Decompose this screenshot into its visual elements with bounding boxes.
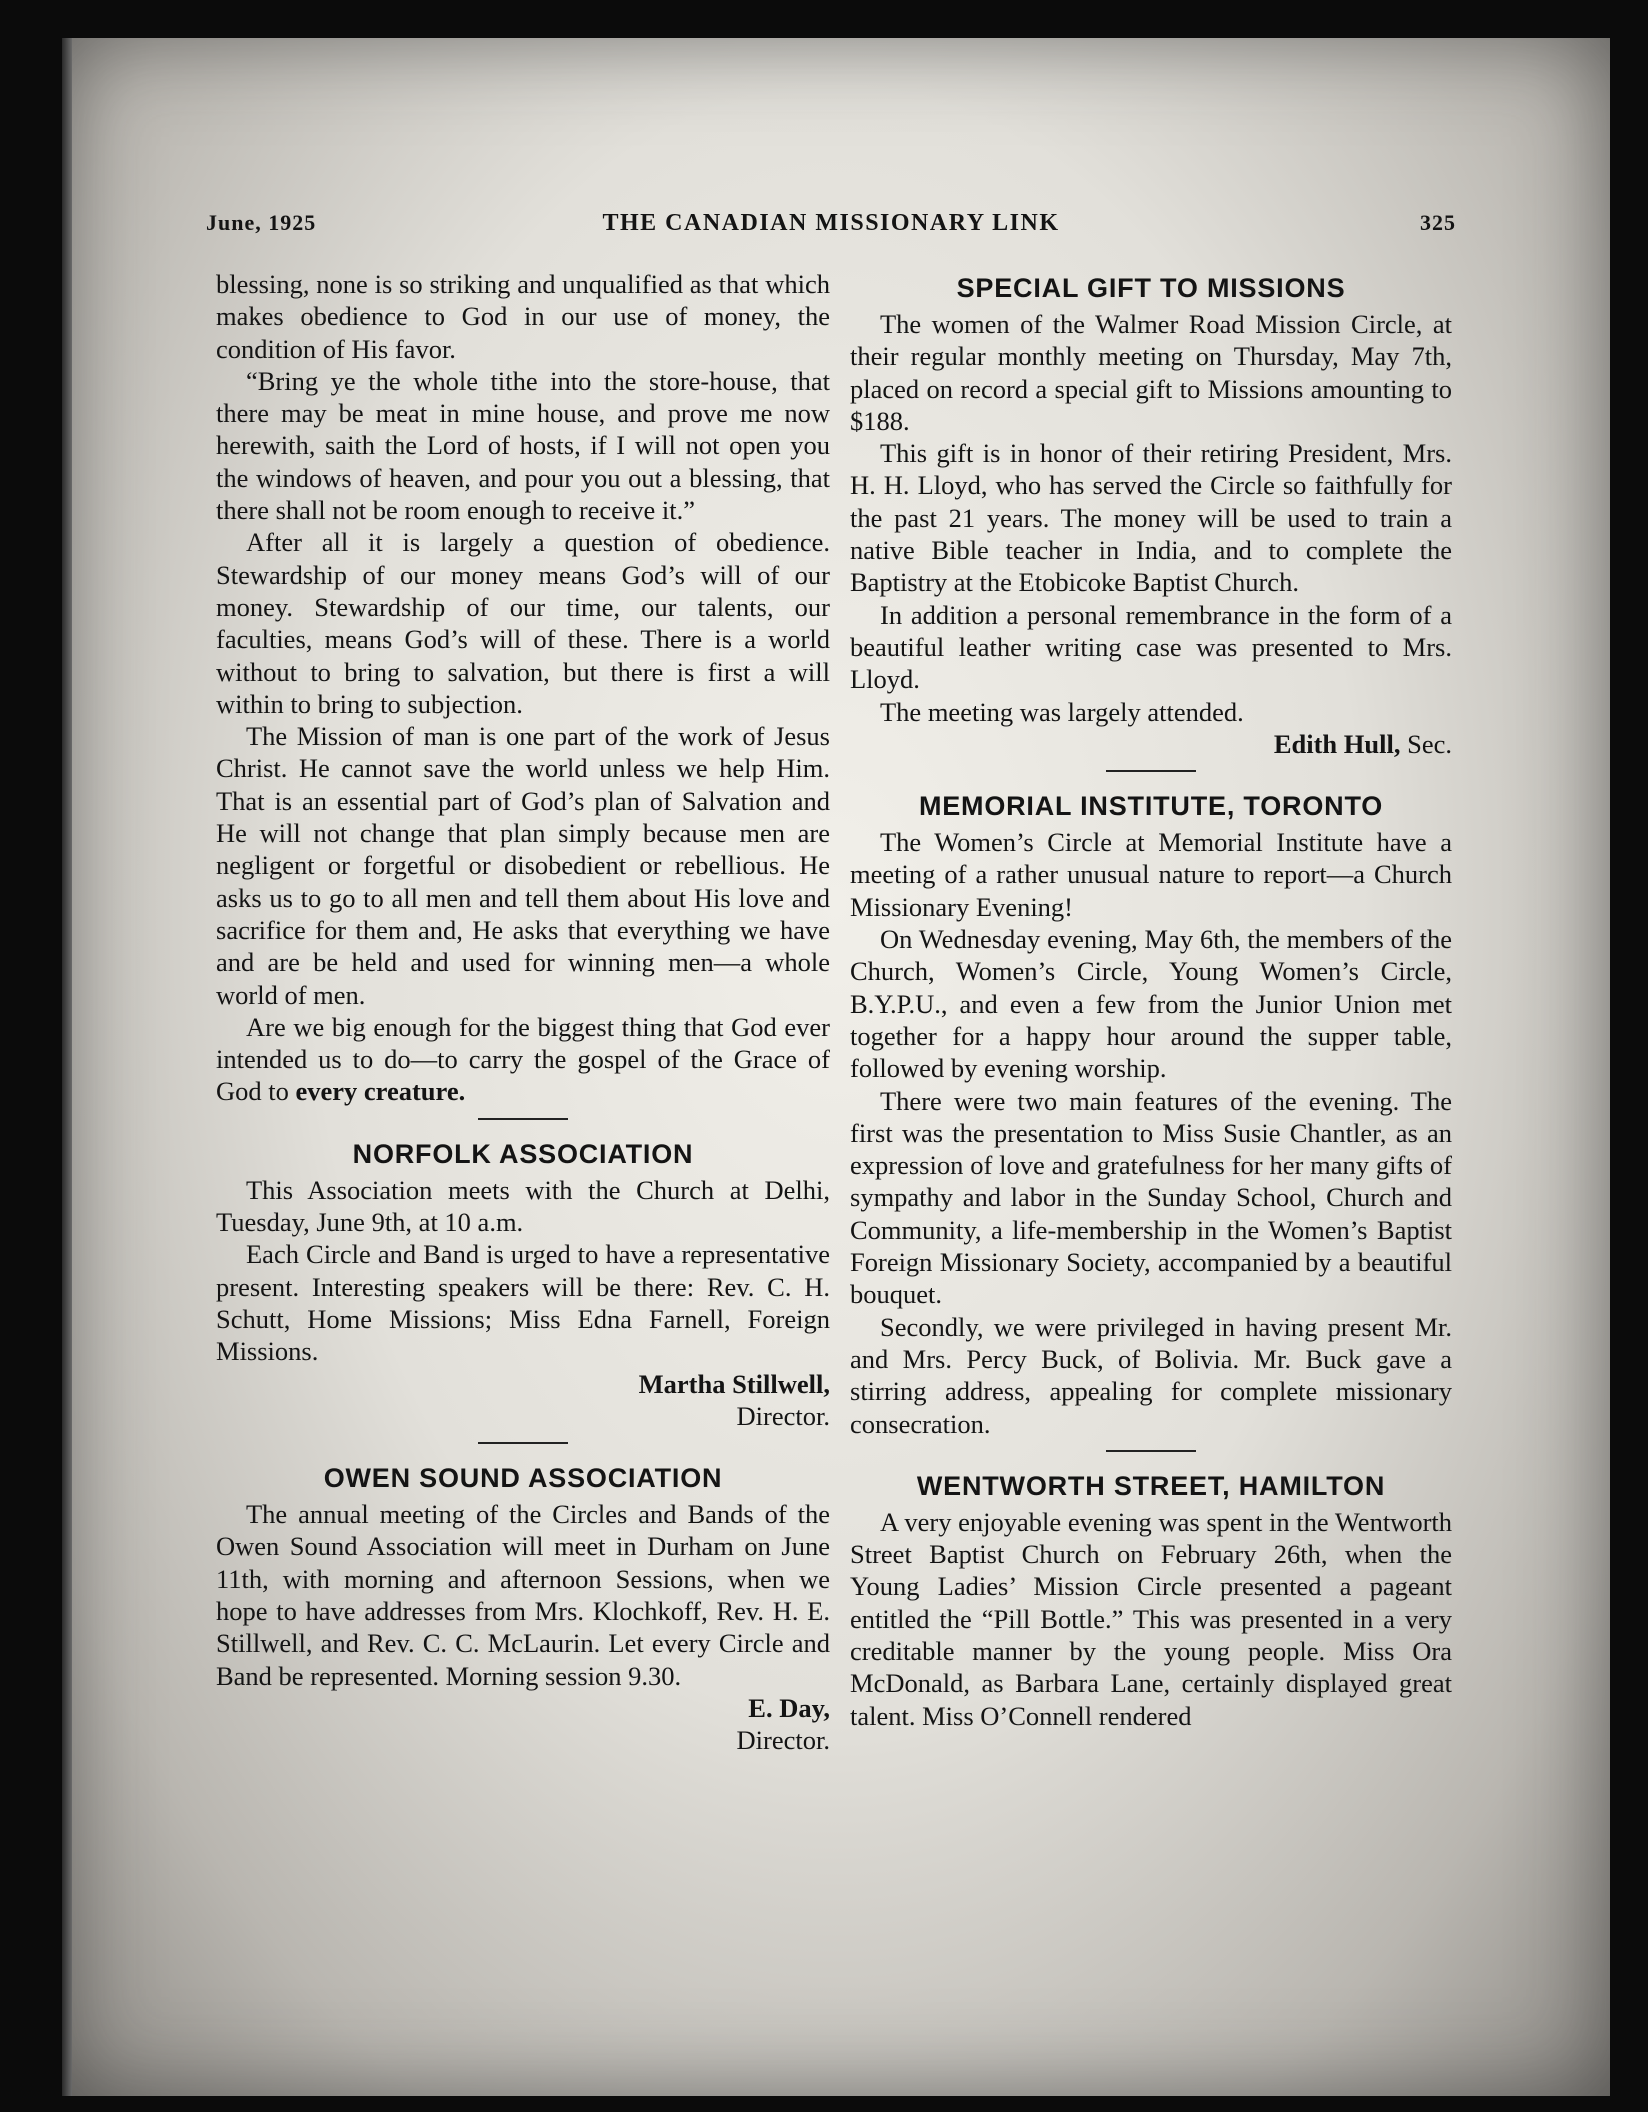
paragraph: blessing, none is so striking and unqualified as that which makes obedience to God in our use of money, the condition of His favor. [216, 269, 830, 364]
signature-role: Director. [736, 1400, 830, 1431]
emphasis-text: every creature. [295, 1076, 466, 1107]
section-divider [1106, 770, 1196, 772]
paragraph: The meeting was largely attended. [880, 696, 1244, 727]
section-heading: OWEN SOUND ASSOCIATION [323, 1463, 723, 1494]
paragraph: The annual meeting of the Circles and Bands of the Owen Sound Association will meet in Durham on June 11th, with morning and afternoon Sessions, when we hope to have addresses from Mrs. Klochkoff, Rev. H. E. Stillwell, and Rev. C. C. McLaurin. Let every Circle and Band be represented. Morning session 9.30. [216, 1499, 830, 1691]
paragraph: The Mission of man is one part of the work of Jesus Christ. He cannot save the world unless we help Him. That is an essential part of God’s plan of Salvation and He will not change that plan simply because men are negligent or forgetful or disobedient or rebellious. He asks us to go to all men and tell them about His love and sacrifice for them and, He asks that everything we have and are be held and used for winning men—a whole world of men. [216, 721, 830, 1010]
paragraph: After all it is largely a question of obedience. Stewardship of our money means God’s will of our money. Stewardship of our time, our talents, our faculties, means God’s will of these. There is a world without to bring to salvation, but there is first a will within to bring to subjection. [216, 527, 830, 719]
page-header [206, 210, 1456, 250]
paragraph: On Wednesday evening, May 6th, the members of the Church, Women’s Circle, Young Women’s Circle, B.Y.P.U., and even a few from the Junior Union met together for a happy hour around the supper table, followed by evening worship. [850, 924, 1452, 1084]
section-divider [1106, 1450, 1196, 1452]
paragraph: There were two main features of the evening. The first was the presentation to Miss Susie Chantler, as an expression of love and gratefulness for her many gifts of sympathy and labor in the Sunday School, Church and Community, a life-membership in the Women’s Baptist Foreign Missionary Society, accompanied by a beautiful bouquet. [850, 1085, 1452, 1310]
section-heading: SPECIAL GIFT TO MISSIONS [956, 273, 1346, 303]
signature [850, 728, 1452, 760]
section-heading: NORFOLK ASSOCIATION [352, 1138, 694, 1169]
section-heading: WENTWORTH STREET, HAMILTON [916, 1470, 1386, 1501]
paragraph: “Bring ye the whole tithe into the store-house, that there may be meat in mine house, and prove me now herewith, saith the Lord of hosts, if I will not open you the windows of heaven, and pour you out a blessing, that there shall not be room enough to receive it.” [216, 365, 830, 526]
page-edge [62, 38, 72, 2096]
signature-role: Sec. [1407, 728, 1452, 759]
paragraph: Secondly, we were privileged in having present Mr. and Mrs. Percy Buck, of Bolivia. Mr. Buck gave a stirring address, appealing for complete missionary consecration. [850, 1311, 1452, 1439]
signature-name: E. Day, [748, 1692, 830, 1723]
signature-role: Director. [736, 1725, 830, 1756]
page-number: 325 [1420, 210, 1456, 235]
issue-date: June, 1925 [206, 210, 317, 235]
left-column [216, 268, 830, 1756]
paragraph: A very enjoyable evening was spent in the Wentworth Street Baptist Church on February 26th, when the Young Ladies’ Mission Circle presented a pageant entitled the “Pill Bottle.” This was presented in a very creditable manner by the young people. Miss Ora McDonald, as Barbara Lane, certainly displayed great talent. Miss O’Connell rendered [850, 1506, 1452, 1731]
signature-name: Edith Hull, [1273, 728, 1401, 759]
publication-title: THE CANADIAN MISSIONARY LINK [602, 210, 1060, 236]
right-column [850, 268, 1452, 1732]
section-divider [478, 1118, 568, 1120]
section-heading: MEMORIAL INSTITUTE, TORONTO [918, 791, 1384, 822]
paragraph: Each Circle and Band is urged to have a representative present. Interesting speakers will be there: Rev. C. H. Schutt, Home Missions; Miss Edna Farnell, Foreign Missions. [216, 1239, 830, 1367]
paragraph: The women of the Walmer Road Mission Circle, at their regular monthly meeting on Thursday, May 7th, placed on record a special gift to Missions amounting to $188. [850, 309, 1452, 436]
paragraph: This Association meets with the Church at Delhi, Tuesday, June 9th, at 10 a.m. [216, 1174, 830, 1238]
paragraph [216, 1011, 830, 1108]
paragraph: This gift is in honor of their retiring President, Mrs. H. H. Lloyd, who has served the Circle so faithfully for the past 21 years. The money will be used to train a native Bible teacher in India, and to complete the Baptistry at the Etobicoke Baptist Church. [850, 438, 1452, 598]
paragraph: In addition a personal remembrance in the form of a beautiful leather writing case was presented to Mrs. Lloyd. [850, 599, 1452, 695]
signature-name: Martha Stillwell, [638, 1368, 830, 1399]
section-divider [478, 1442, 568, 1444]
paragraph: The Women’s Circle at Memorial Institute have a meeting of a rather unusual nature to report—a Church Missionary Evening! [850, 827, 1452, 922]
paragraph-text: Are we big enough for the biggest thing that God ever intended us to do—to carry the gospel of the Grace of God to [216, 1011, 830, 1107]
